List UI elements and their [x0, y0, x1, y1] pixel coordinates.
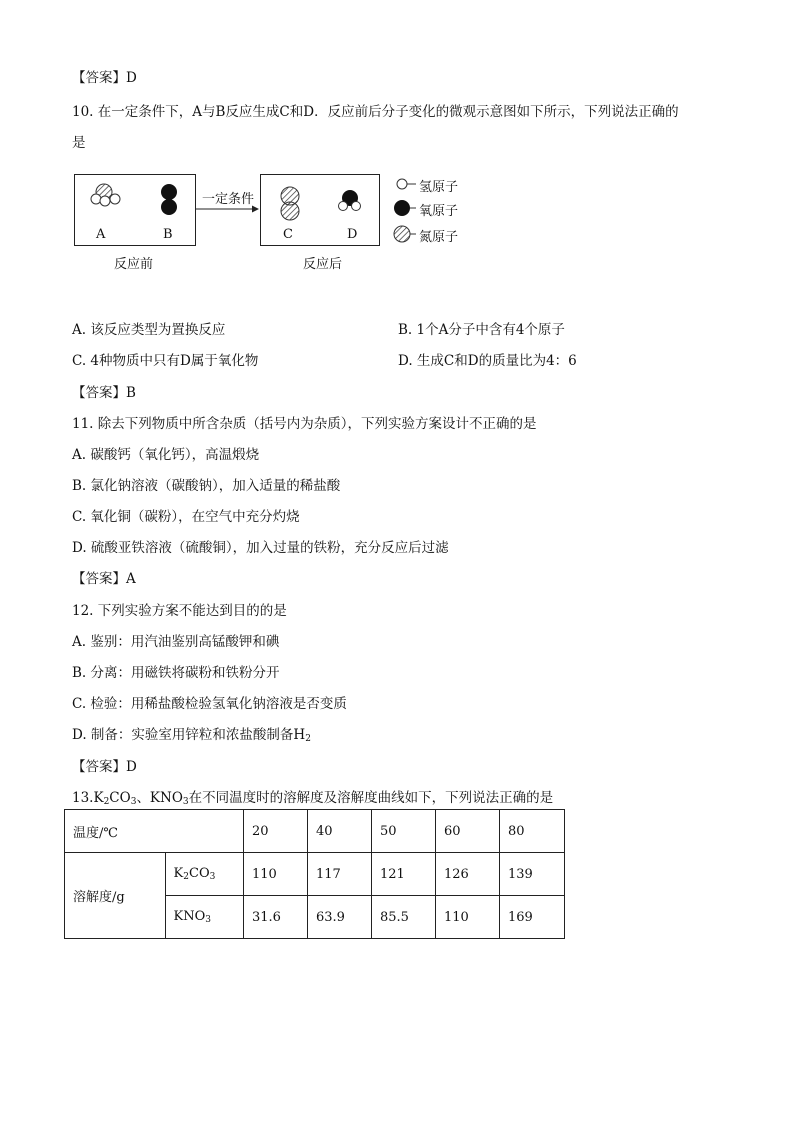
reaction-condition: 一定条件 — [202, 192, 255, 207]
q12-option-d — [72, 723, 311, 744]
legend-oxygen: 氧原子 — [419, 204, 459, 219]
solubility-header-cell: 溶解度/g — [65, 853, 166, 939]
q12-option-c: C. 检验：用稀盐酸检验氢氧化钠溶液是否变质 — [72, 696, 347, 712]
molecule-b-icon — [161, 184, 177, 215]
formula-sub: 2 — [183, 872, 189, 882]
temp-cell: 80 — [500, 810, 565, 853]
hydrogen-legend-icon — [397, 179, 416, 189]
value-cell: 63.9 — [308, 896, 372, 939]
answer-bracket-close: 】 — [112, 759, 126, 775]
answer-label: 答案 — [85, 70, 113, 86]
molecule-d-icon — [339, 190, 361, 211]
label-c: C — [283, 227, 293, 242]
q12-stem: 12. 下列实验方案不能达到目的的是 — [72, 603, 287, 619]
after-caption: 反应后 — [303, 257, 343, 272]
value-cell: 126 — [436, 853, 500, 896]
value-cell: 169 — [500, 896, 565, 939]
solubility-table — [64, 809, 565, 939]
value-cell: 117 — [308, 853, 372, 896]
q10-option-a: A. 该反应类型为置换反应 — [72, 322, 226, 338]
q13-stem-part: 、KNO — [136, 790, 183, 806]
q13-stem — [72, 786, 553, 807]
q11-option-b: B. 氯化钠溶液（碳酸钠），加入适量的稀盐酸 — [72, 478, 341, 494]
answer-line-q11 — [72, 567, 136, 587]
q10-stem-line2: 是 — [72, 135, 86, 151]
answer-bracket-close: 】 — [112, 385, 126, 401]
q13-stem-part: 13.K — [72, 790, 104, 806]
value-cell: 85.5 — [372, 896, 436, 939]
kno3-name-cell — [165, 896, 243, 939]
answer-label: 答案 — [85, 571, 113, 587]
q10-option-b: B. 1个A分子中含有4个原子 — [398, 322, 565, 338]
q10-option-c: C. 4种物质中只有D属于氧化物 — [72, 353, 259, 369]
q13-stem-sub: 3 — [130, 797, 137, 807]
formula-part: K — [173, 866, 184, 881]
answer-label: 答案 — [85, 759, 113, 775]
molecule-a-icon — [91, 184, 120, 206]
answer-value: B — [126, 385, 136, 401]
k2co3-name-cell — [165, 853, 243, 896]
q11-option-d: D. 硫酸亚铁溶液（硫酸铜），加入过量的铁粉，充分反应后过滤 — [72, 540, 449, 556]
temp-cell: 60 — [436, 810, 500, 853]
formula-part: KNO — [173, 909, 206, 924]
temp-cell: 50 — [372, 810, 436, 853]
q13-stem-sub: 2 — [103, 797, 110, 807]
q11-option-c: C. 氧化铜（碳粉），在空气中充分灼烧 — [72, 509, 300, 525]
value-cell: 121 — [372, 853, 436, 896]
q11-stem: 11. 除去下列物质中所含杂质（括号内为杂质），下列实验方案设计不正确的是 — [72, 416, 537, 432]
label-b: B — [163, 227, 173, 242]
answer-value: A — [126, 571, 136, 587]
table-row — [65, 810, 565, 853]
temp-cell: 20 — [244, 810, 308, 853]
legend-hydrogen: 氢原子 — [419, 180, 459, 195]
answer-bracket-open: 【 — [72, 571, 86, 587]
formula-part: CO — [189, 866, 210, 881]
molecule-c-icon — [281, 187, 299, 220]
value-cell: 110 — [244, 853, 308, 896]
answer-bracket-close: 】 — [112, 571, 126, 587]
answer-label: 答案 — [85, 385, 113, 401]
value-cell: 139 — [500, 853, 565, 896]
value-cell: 110 — [436, 896, 500, 939]
q12-option-d-text: D. 制备：实验室用锌粒和浓盐酸制备H — [72, 727, 306, 743]
answer-value: D — [126, 70, 137, 86]
answer-line-q10 — [72, 381, 136, 401]
q13-stem-sub: 3 — [182, 797, 189, 807]
temp-header-cell: 温度/℃ — [65, 810, 244, 853]
oxygen-legend-icon — [394, 200, 416, 216]
q12-option-b: B. 分离：用磁铁将碳粉和铁粉分开 — [72, 665, 280, 681]
q11-option-a: A. 碳酸钙（氧化钙），高温煅烧 — [72, 447, 260, 463]
answer-value: D — [126, 759, 137, 775]
q13-stem-part: 在不同温度时的溶解度及溶解度曲线如下，下列说法正确的是 — [188, 790, 554, 806]
label-a: A — [96, 227, 106, 242]
value-cell: 31.6 — [244, 896, 308, 939]
answer-line-q12 — [72, 755, 137, 775]
nitrogen-legend-icon — [394, 226, 416, 242]
legend-nitrogen: 氮原子 — [419, 230, 459, 245]
answer-bracket-open: 【 — [72, 70, 86, 86]
q10-stem-line1: 10. 在一定条件下，A与B反应生成C和D．反应前后分子变化的微观示意图如下所示，下列说法正确的 — [72, 104, 679, 120]
answer-bracket-open: 【 — [72, 759, 86, 775]
answer-bracket-close: 】 — [112, 70, 126, 86]
table-row — [65, 853, 565, 896]
q10-option-d: D. 生成C和D的质量比为4：6 — [398, 353, 577, 369]
formula-sub: 3 — [205, 915, 212, 925]
temp-cell: 40 — [308, 810, 372, 853]
q12-option-a: A. 鉴别：用汽油鉴别高锰酸钾和碘 — [72, 634, 280, 650]
q13-stem-part: CO — [109, 790, 131, 806]
label-d: D — [347, 227, 358, 242]
q12-option-d-subscript: 2 — [305, 734, 311, 744]
answer-bracket-open: 【 — [72, 385, 86, 401]
before-caption: 反应前 — [114, 257, 154, 272]
formula-sub: 3 — [209, 872, 216, 882]
